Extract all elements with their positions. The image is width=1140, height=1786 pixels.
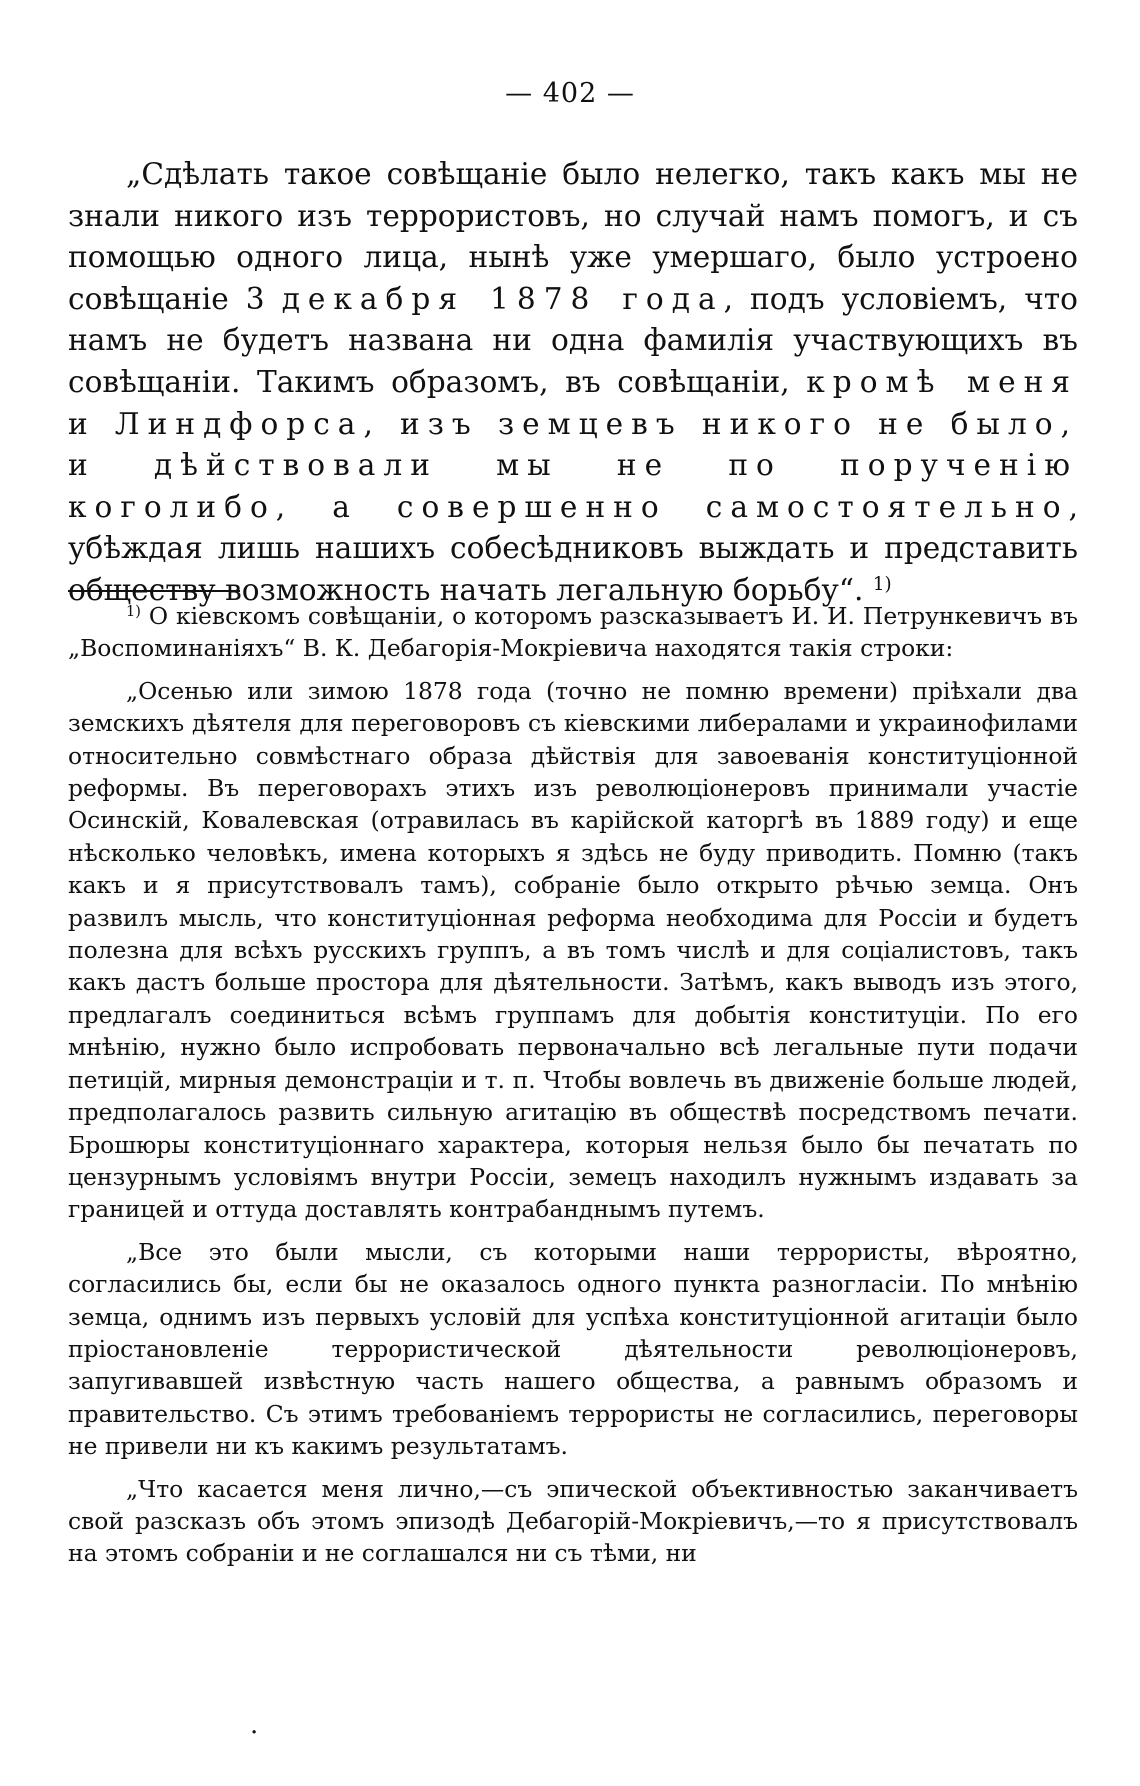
footnote-paragraph-2: „Все это были мысли, съ которыми наши террористы, вѣроятно, согласились бы, если бы не оказалось одного пункта разногласіи. По мнѣнію земца, однимъ изъ первыхъ условій для успѣха конституціонной агитаціи было пріостановленіе террористической дѣятельности революціонеровъ, запугивавшей извѣстную часть нашего общества, а равнымъ образомъ и правительство. Съ этимъ требованіемъ террористы не согласились, переговоры не привели ни къ какимъ результатамъ. — [68, 1237, 1078, 1461]
footnote-intro — [68, 600, 1078, 665]
main-text-part-2: , подъ условіемъ, что намъ не будетъ названа ни одна фамилія участвующихъ въ совѣщаніи. Такимъ образомъ, въ совѣщаніи, — [68, 281, 1078, 399]
main-paragraph — [68, 154, 1078, 612]
footnote-reference: 1) — [872, 573, 892, 595]
footnote-intro-text: О кіевскомъ совѣщаніи, о которомъ разсказываетъ И. И. Петрункевичъ въ „Воспоминаніяхъ“ В. К. Дебагорія-Мокріевича находятся такія строки: — [68, 602, 1078, 663]
footnote-divider — [68, 590, 240, 592]
date-spaced: декабря 1878 года — [281, 281, 724, 316]
footnote-paragraph-3: „Что касается меня лично,—съ эпической объективностью заканчиваетъ свой разсказъ объ этомъ эпизодѣ Дебагорій-Мокріевичъ,—то я присутствовалъ на этомъ собраніи и не соглашался ни съ тѣми, ни — [68, 1474, 1078, 1568]
emphasized-passage: кромѣ меня и Линдфорса, изъ земцевъ никого не было, и дѣйствовали мы не по порученію коголибо, а совершенно самостоятельно — [68, 364, 1078, 524]
footnotes — [68, 600, 1078, 1580]
main-text-part-3: , убѣждая лишь нашихъ собесѣдниковъ выждать и представить обществу возможность начать легальную борьбу“. — [68, 489, 1078, 607]
page-number: — 402 — — [505, 78, 635, 109]
main-text-part-1: „Сдѣлать такое совѣщаніе было нелегко, такъ какъ мы не знали никого изъ террористовъ, но случай намъ помогъ, и съ помощью одного лица, нынѣ уже умершаго, было устроено совѣщаніе 3 — [68, 157, 1078, 316]
footnote-paragraph-1: „Осенью или зимою 1878 года (точно не помню времени) пріѣхали два земскихъ дѣятеля для переговоровъ съ кіевскими либералами и украинофилами относительно совмѣстнаго образа дѣйствія для завоеванія конституціонной реформы. Въ переговорахъ этихъ изъ революціонеровъ принимали участіе Осинскій, Ковалевская (отравилась въ карійской каторгѣ въ 1889 году) и еще нѣсколько человѣкъ, имена которыхъ я здѣсь не буду приводить. Помню (такъ какъ и я присутствовалъ тамъ), собраніе было открыто рѣчью земца. Онъ развилъ мысль, что конституціонная реформа необходима для Россіи и будетъ полезна для всѣхъ русскихъ группъ, а въ томъ числѣ и для соціалистовъ, такъ какъ дастъ больше простора для дѣятельности. Затѣмъ, какъ выводъ изъ этого, предлагалъ соединиться всѣмъ группамъ для добытія конституціи. По его мнѣнію, нужно было испробовать первоначально всѣ легальные пути подачи петицій, мирныя демонстраціи и т. п. Чтобы вовлечь въ движеніе больше людей, предполагалось развить сильную агитацію въ обществѣ посредствомъ печати. Брошюры конституціоннаго характера, которыя нельзя было бы печатать по цензурнымъ условіямъ внутри Россіи, земецъ находилъ нужнымъ издавать за границей и оттуда доставлять контрабанднымъ путемъ. — [68, 676, 1078, 1224]
footnote-marker: 1) — [126, 604, 141, 621]
print-speck: · — [250, 1718, 259, 1748]
